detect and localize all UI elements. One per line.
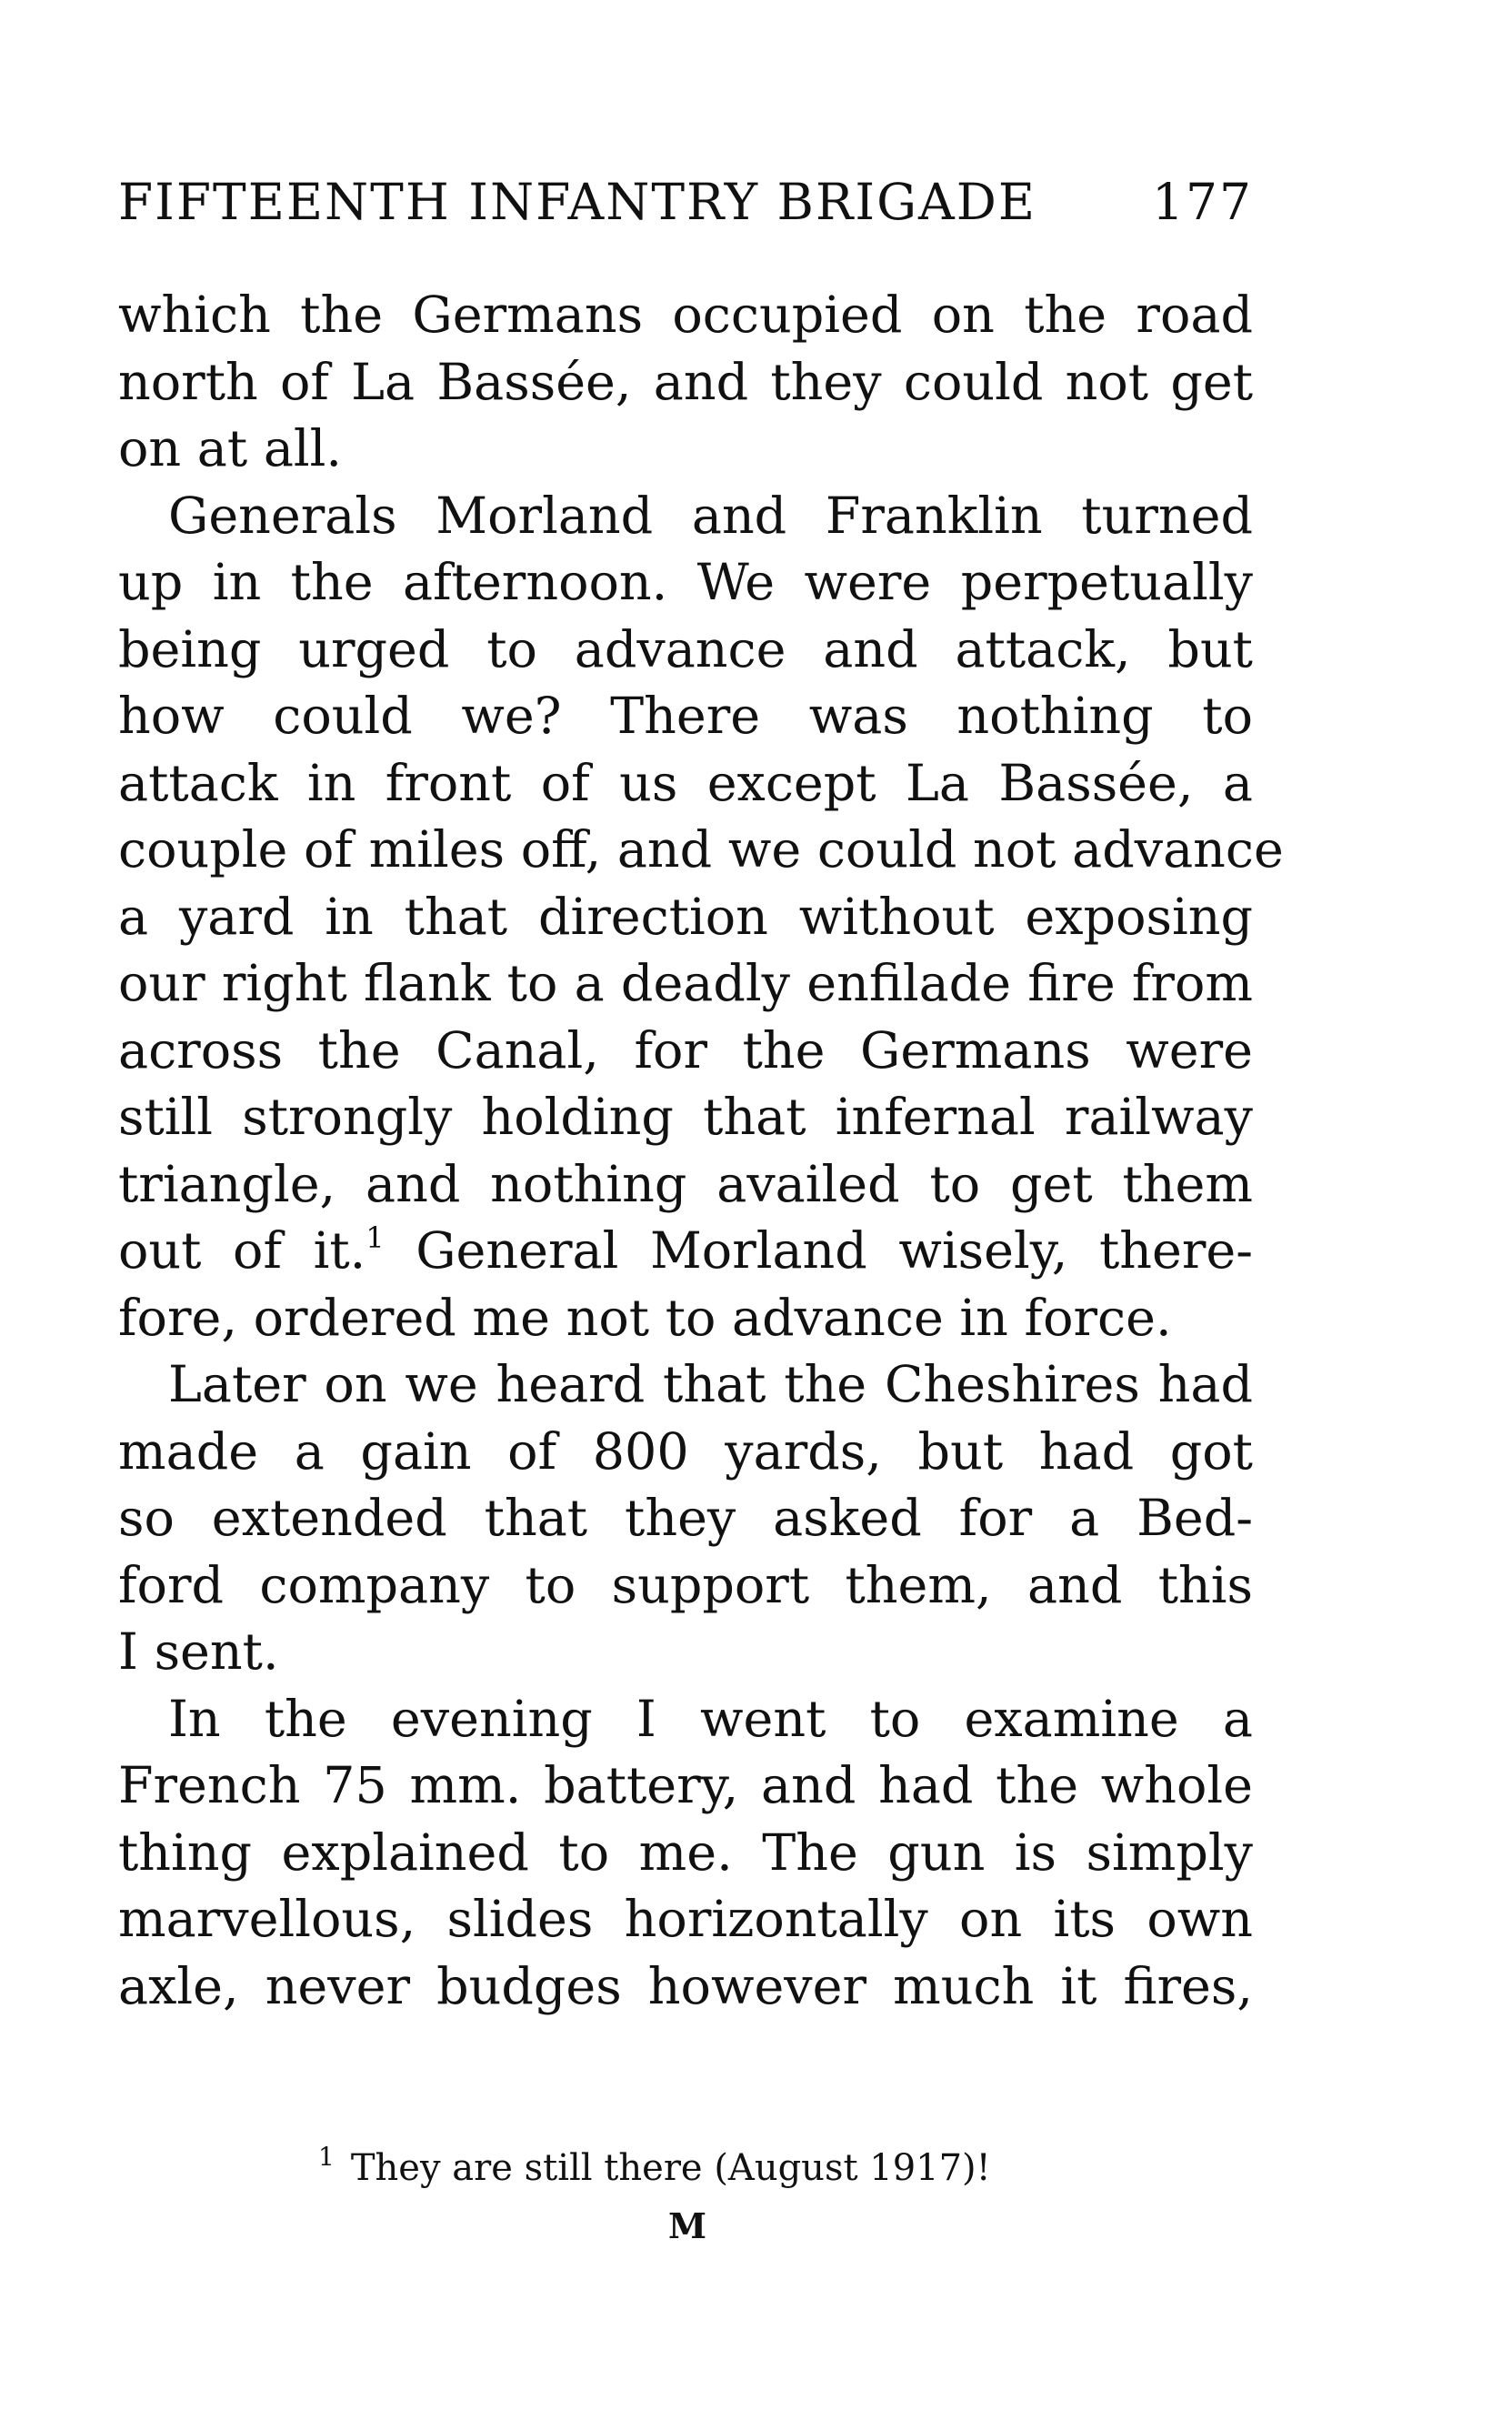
text-line: our right flank to a deadly enfilade fire from [118, 954, 1253, 1013]
text-line: I sent. [118, 1622, 279, 1682]
text-line: attack in front of us except La Bassée, a [118, 753, 1253, 813]
text-line: French 75 mm. battery, and had the whole [118, 1756, 1253, 1815]
text-line: how could we? There was nothing to [118, 687, 1253, 746]
page-number: 177 [1152, 173, 1253, 231]
text-line: triangle, and nothing availed to get them [118, 1154, 1253, 1214]
text-line: ford company to support them, and this [118, 1555, 1253, 1615]
text-line: across the Canal, for the Germans were [118, 1020, 1253, 1080]
text-line: north of La Bassée, and they could not get [118, 352, 1253, 412]
text-line: In the evening I went to examine a [168, 1689, 1253, 1749]
text-line: still strongly holding that infernal railway [118, 1088, 1253, 1147]
text-line: Later on we heard that the Cheshires had [168, 1355, 1253, 1414]
body-text [118, 282, 1284, 2020]
text-line: Generals Morland and Franklin turned [168, 486, 1253, 546]
text-line: couple of miles off, and we could not advance [118, 820, 1284, 879]
text-line: made a gain of 800 yards, but had got [118, 1421, 1253, 1481]
text-fragment: General Morland wisely, there- [384, 1221, 1253, 1280]
text-line: being urged to advance and attack, but [118, 619, 1253, 679]
footnote [318, 2142, 1137, 2189]
text-line: which the Germans occupied on the road [118, 286, 1253, 345]
text-line: so extended that they asked for a Bed- [118, 1489, 1253, 1548]
signature-mark: M [668, 2205, 707, 2246]
text-line: up in the afternoon. We were perpetually [118, 553, 1253, 612]
text-line: a yard in that direction without exposing [118, 887, 1253, 947]
text-fragment: out of it. [118, 1221, 366, 1280]
footnote-marker: 1 [318, 2142, 335, 2172]
text-line: marvellous, slides horizontally on its own [118, 1890, 1253, 1949]
text-line-with-footnote-ref [118, 1218, 1253, 1285]
text-line: on at all. [118, 419, 343, 478]
text-line: thing explained to me. The gun is simply [118, 1822, 1253, 1883]
footnote-text: They are still there (August 1917)! [350, 2147, 991, 2189]
running-head-title: FIFTEENTH INFANTRY BRIGADE [118, 173, 1037, 231]
text-line: axle, never budges however much it fires, [118, 1956, 1253, 2016]
footnote-reference: 1 [365, 1220, 385, 1255]
running-head [118, 173, 1253, 246]
text-line: fore, ordered me not to advance in force. [118, 1288, 1172, 1348]
